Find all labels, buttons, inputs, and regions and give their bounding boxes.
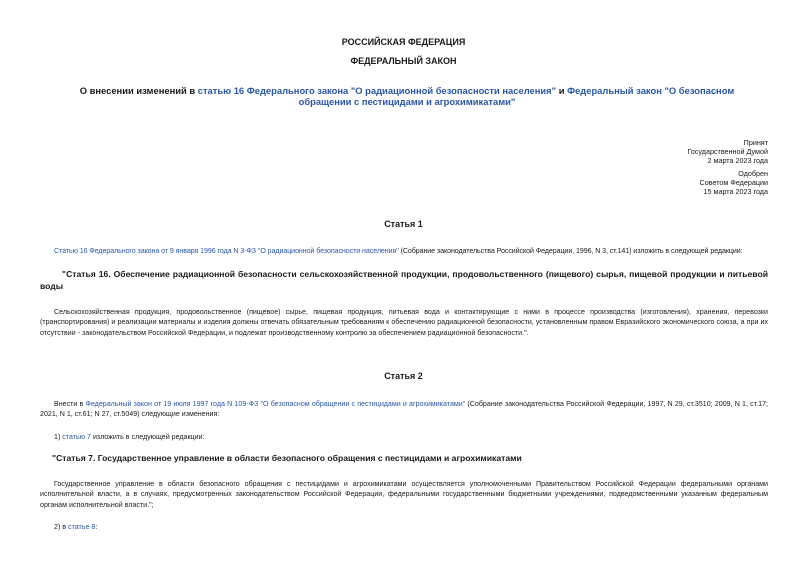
article1-body: Сельскохозяйственная продукция, продовольственное (пищевое) сырье, пищевая продукция, питьевая вода и контактирующие с ними в процессе производства (изготовления), хранения, перевозки (транспортирования) и реализации материалы и изделия должны отвечать обязательным требованиям к обеспечению радиационной безопасности, установленным правом Евразийского экономического союза, а при их отсутствии - законодательством Российской Федерации, и подлежат производственному контролю за обеспечением радиационной безопасности.". bbox=[40, 308, 768, 337]
approved-date: 15 марта 2023 года bbox=[703, 187, 768, 197]
approved-by: Советом Федерации bbox=[699, 177, 768, 187]
article1-new-title: "Статья 16. Обеспечение радиационной безопасности сельскохозяйственной продукции, продовольственного (пищевого) сырья, пищевой продукции и питьевой воды bbox=[40, 269, 768, 291]
article2-intro-link[interactable]: Федеральный закон от 19 июля 1997 года N 109-ФЗ "О безопасном обращении с пестицидами и агрохимикатами" bbox=[85, 400, 466, 408]
law-title bbox=[62, 85, 752, 107]
article2-body: Государственное управление в области безопасного обращения с пестицидами и агрохимикатами осуществляется уполномоченными Правительством Российской Федерации федеральными органами исполнительной власти, а в случаях, предусмотренных законодательством Российской Федерации, федеральными государственными бюджетными учреждениями, подведомственными указанным федеральным органам исполнительной власти."; bbox=[40, 480, 768, 509]
article2-heading: Статья 2 bbox=[384, 371, 423, 381]
item2-link-article8[interactable]: статье 8 bbox=[68, 523, 96, 531]
item1-rest: изложить в следующей редакции: bbox=[90, 433, 205, 441]
accepted-label: Принят bbox=[743, 138, 768, 147]
article1-intro bbox=[54, 246, 774, 256]
acceptance-block bbox=[608, 138, 768, 196]
country-heading: РОССИЙСКАЯ ФЕДЕРАЦИЯ bbox=[341, 37, 466, 47]
law-type-heading: ФЕДЕРАЛЬНЫЙ ЗАКОН bbox=[350, 56, 457, 66]
article2-item2 bbox=[54, 522, 97, 532]
article2-intro-prefix: Внести в bbox=[54, 400, 86, 408]
accepted-by: Государственной Думой bbox=[687, 147, 768, 157]
title-link-article16[interactable]: статью 16 Федерального закона "О радиационной безопасности населения" bbox=[197, 85, 557, 96]
article2-item1 bbox=[54, 432, 205, 442]
title-link-pesticides-law[interactable]: Федеральный закон "О безопасном обращении с пестицидами и агрохимикатами" bbox=[298, 85, 735, 107]
article2-intro bbox=[40, 399, 768, 420]
item2-prefix: 2) в bbox=[54, 523, 69, 531]
item2-rest: : bbox=[95, 523, 98, 531]
title-middle: и bbox=[556, 85, 568, 96]
item1-link-article7[interactable]: статью 7 bbox=[62, 433, 91, 441]
article2-intro-rest: (Собрание законодательства Российской Федерации, 1997, N 29, ст.3510; 2009, N 1, ст.17; 2021, N 1, ст.61; N 27, ст.5049) следующие изменения: bbox=[40, 400, 768, 419]
approved-label: Одобрен bbox=[738, 168, 768, 178]
article1-intro-link[interactable]: Статью 16 Федерального закона от 9 января 1996 года N 3-ФЗ "О радиационной безопасности населения" bbox=[54, 247, 399, 255]
item1-prefix: 1) bbox=[54, 433, 63, 441]
accepted-date: 2 марта 2023 года bbox=[707, 156, 768, 166]
article1-heading: Статья 1 bbox=[384, 219, 423, 229]
article1-intro-rest: (Собрание законодательства Российской Федерации, 1996, N 3, ст.141) изложить в следующей редакции: bbox=[398, 247, 743, 255]
article2-new-title: "Статья 7. Государственное управление в области безопасного обращения с пестицидами и агрохимикатами bbox=[52, 453, 522, 463]
title-prefix: О внесении изменений в bbox=[79, 85, 198, 96]
